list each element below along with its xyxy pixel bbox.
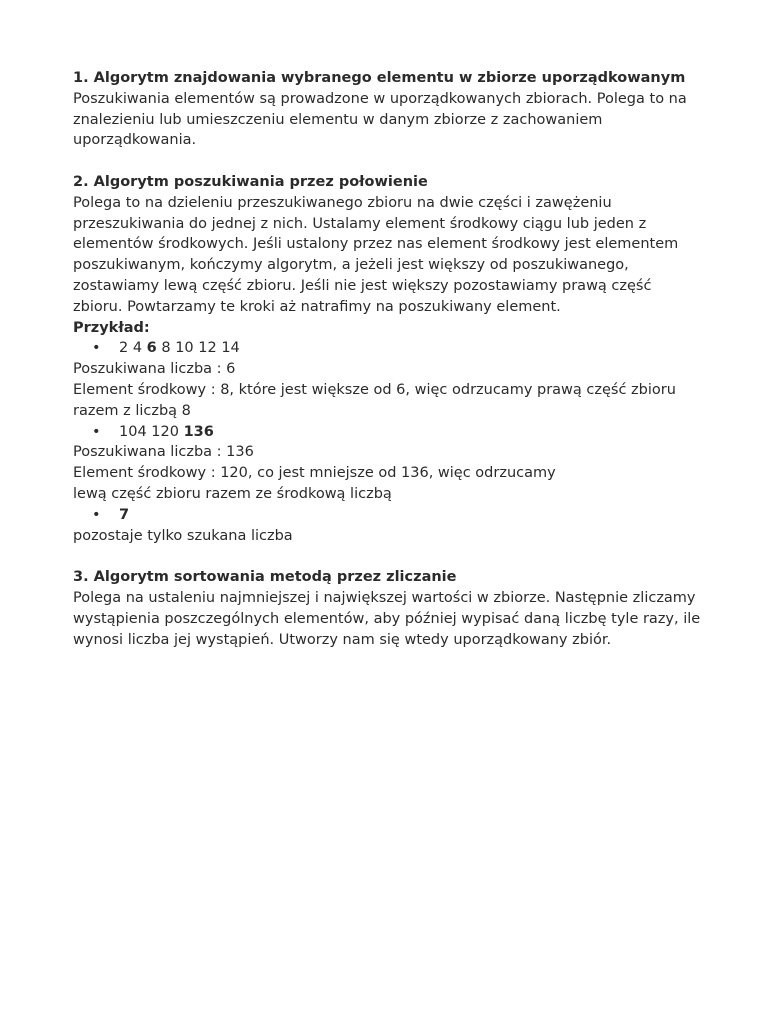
section-2-text-line: zbioru. Powtarzamy te kroki aż natrafimy na poszukiwany element. [73,298,561,315]
section-2-text-line: Polega to na dzieleniu przeszukiwanego zbioru na dwie części i zawężeniu [73,194,612,211]
paragraph-gap [73,151,703,172]
example-1-sequence-end: 8 10 12 14 [156,340,240,357]
example-1-sequence-start: 2 4 [119,340,147,357]
example-1-text-line: Poszukiwana liczba : 6 [73,361,236,378]
bullet-icon: • [92,340,101,357]
example-2-target-number: 136 [183,423,214,440]
example-3-bullet [73,505,703,526]
section-3-text-line: wystąpienia poszczególnych elementów, aby później wypisać daną liczbę tyle razy, ile [73,610,701,627]
section-2-text-line: poszukiwanym, kończymy algorytm, a jeżeli jest większy od poszukiwanego, [73,257,629,274]
example-1-text-line: razem z liczbą 8 [73,402,191,419]
section-3-text-line: wynosi liczba jej wystąpień. Utworzy nam się wtedy uporządkowany zbiór. [73,631,612,648]
section-3 [73,567,703,650]
section-1-heading: 1. Algorytm znajdowania wybranego elementu w zbiorze uporządkowanym [73,70,686,86]
paragraph-gap [73,546,703,567]
example-2-bullet [73,422,703,443]
section-1 [73,68,703,151]
section-2-heading: 2. Algorytm poszukiwania przez połowienie [73,173,428,190]
bullet-icon: • [92,423,101,440]
section-3-text-line: Polega na ustaleniu najmniejszej i największej wartości w zbiorze. Następnie zliczamy [73,589,696,606]
example-3-target-number: 7 [119,506,130,523]
section-3-heading: 3. Algorytm sortowania metodą przez zliczanie [73,569,457,586]
section-2-text-line: elementów środkowych. Jeśli ustalony przez nas element środkowy jest elementem [73,236,679,253]
example-2-sequence-start: 104 120 [119,423,184,440]
section-2 [73,172,703,546]
example-1-text-line: Element środkowy : 8, które jest większe od 6, więc odrzucamy prawą część zbioru [73,381,676,398]
example-2-text-line: Element środkowy : 120, co jest mniejsze od 136, więc odrzucamy [73,465,556,482]
example-label: Przykład: [73,319,150,336]
example-2-text-line: lewą część zbioru razem ze środkową liczbą [73,485,392,502]
section-2-text-line: zostawiamy lewą część zbioru. Jeśli nie jest większy pozostawiamy prawą część [73,277,652,294]
document-page [73,68,703,650]
section-1-text-line: Poszukiwania elementów są prowadzone w uporządkowanych zbiorach. Polega to na [73,90,687,107]
example-1-target-number: 6 [146,340,157,357]
example-3-text-line: pozostaje tylko szukana liczba [73,527,293,544]
section-2-text-line: przeszukiwania do jednej z nich. Ustalamy element środkowy ciągu lub jeden z [73,215,647,232]
section-1-text-line: uporządkowania. [73,132,197,149]
bullet-icon: • [92,506,101,523]
example-2-text-line: Poszukiwana liczba : 136 [73,444,254,461]
example-1-bullet [73,338,703,359]
section-1-text-line: znalezieniu lub umieszczeniu elementu w danym zbiorze z zachowaniem [73,111,603,128]
